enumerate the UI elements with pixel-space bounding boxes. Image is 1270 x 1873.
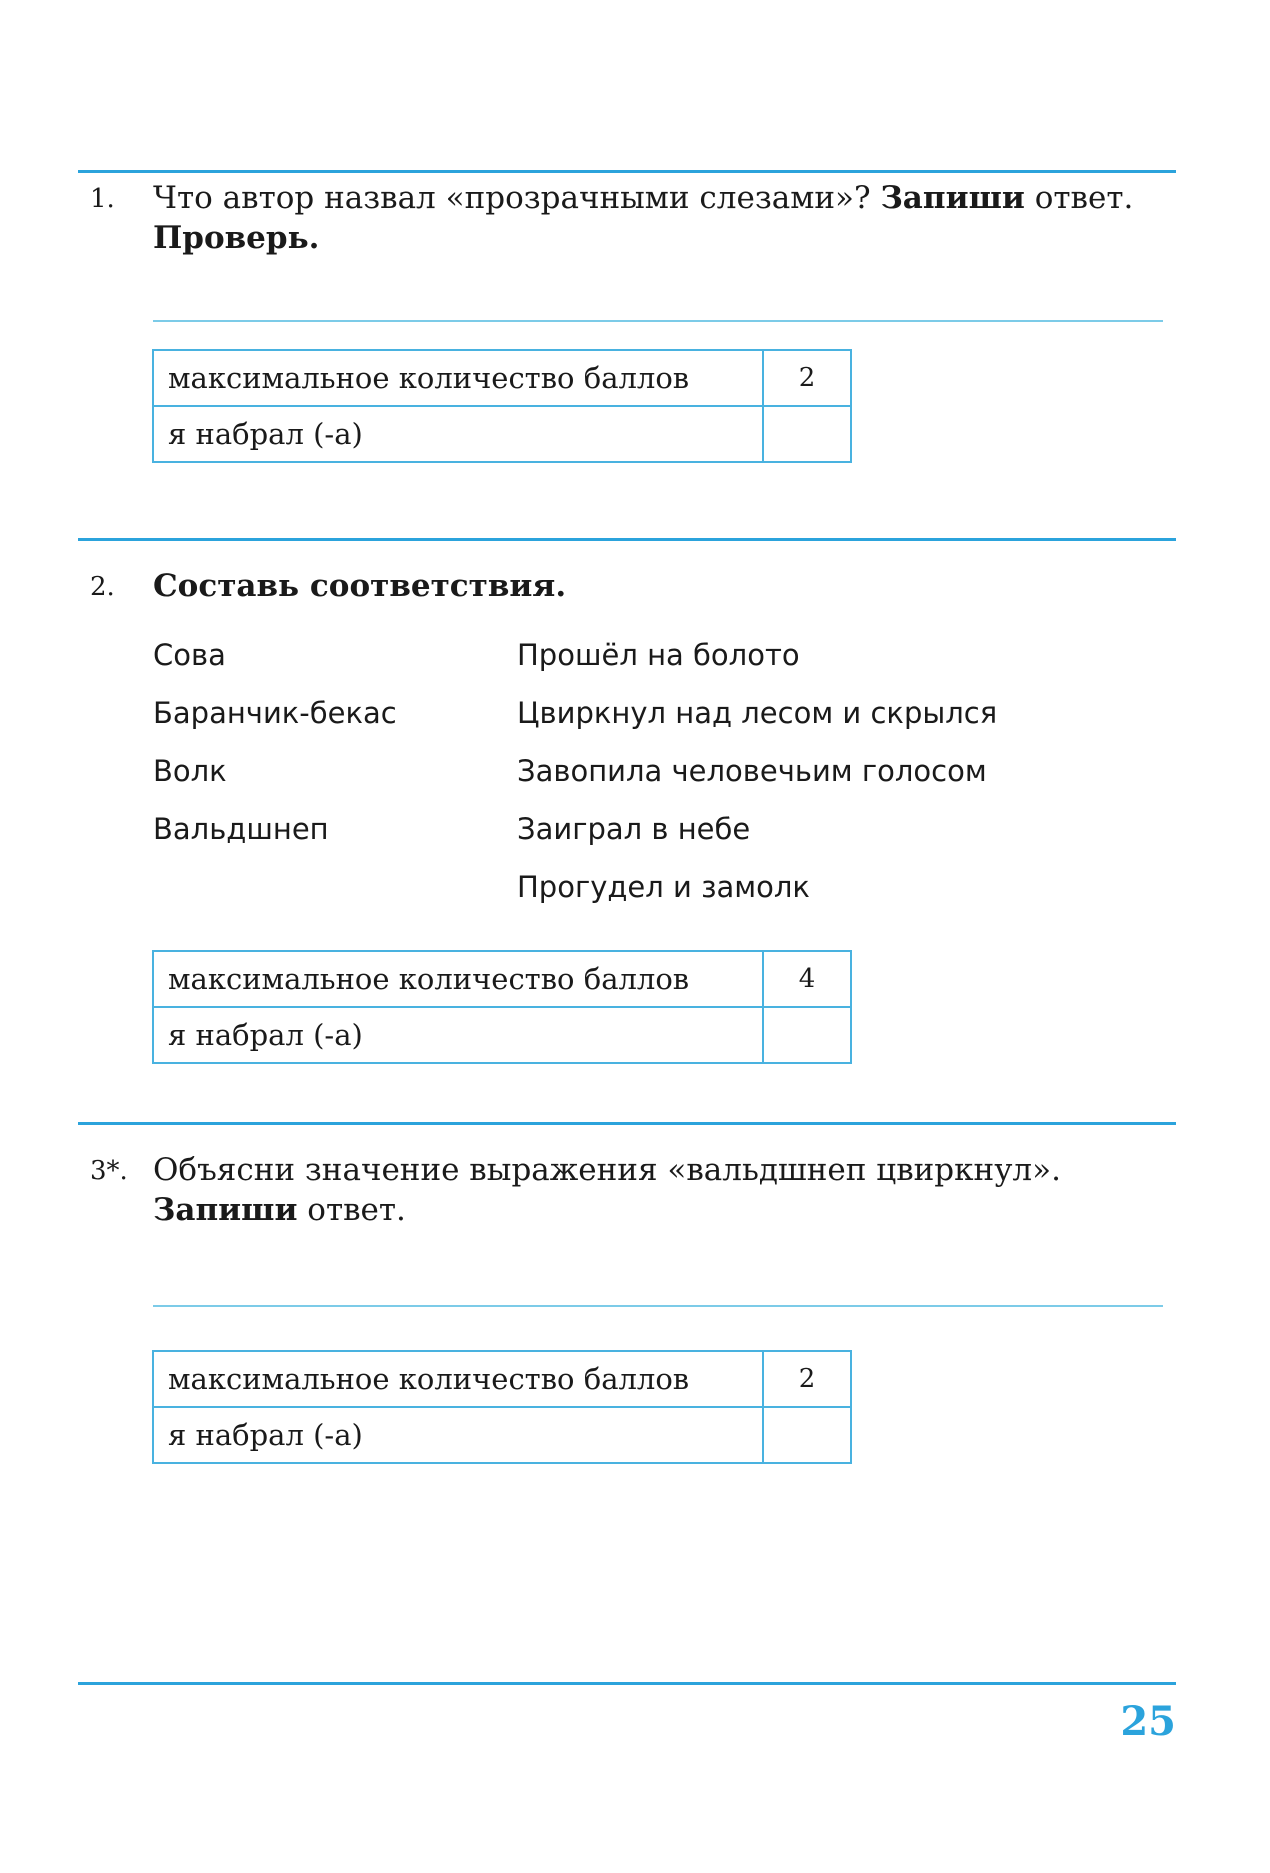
task-1-number: 1.: [90, 184, 115, 214]
task-3-question: [153, 1150, 1163, 1230]
task-1-text-a: Что автор назвал «прозрачными слезами»?: [153, 180, 881, 216]
earned-score-field[interactable]: [763, 1007, 851, 1063]
match-right-item[interactable]: Цвиркнул над лесом и скрылся: [517, 696, 998, 730]
task-1-answer-line[interactable]: [153, 320, 1163, 322]
match-left-column: [153, 626, 397, 858]
task-1-top-rule: [78, 170, 1176, 173]
page-number: 25: [1120, 1698, 1176, 1745]
max-score-value: 2: [763, 1351, 851, 1407]
task-3-score-table: [152, 1350, 852, 1464]
earned-score-label: я набрал (-а): [153, 1007, 763, 1063]
task-1-text-d: Проверь.: [153, 220, 320, 256]
earned-score-field[interactable]: [763, 406, 851, 462]
task-2-title-text: Составь соответствия.: [153, 568, 567, 604]
match-left-item[interactable]: Баранчик-бекас: [153, 696, 397, 730]
max-score-value: 4: [763, 951, 851, 1007]
max-score-label: максимальное количество баллов: [153, 350, 763, 406]
task-3-answer-line[interactable]: [153, 1305, 1163, 1307]
match-right-item[interactable]: Завопила человечьим голосом: [517, 754, 987, 788]
max-score-label: максимальное количество баллов: [153, 1351, 763, 1407]
task-3-number: 3*.: [90, 1156, 128, 1186]
match-right-item[interactable]: Прошёл на болото: [517, 638, 800, 672]
earned-score-label: я набрал (-а): [153, 406, 763, 462]
task-2-number: 2.: [90, 572, 115, 602]
match-left-item[interactable]: Вальдшнеп: [153, 812, 329, 846]
task-1-text-b: Запиши: [880, 180, 1025, 216]
match-right-item[interactable]: Заиграл в небе: [517, 812, 751, 846]
task-2-top-rule: [78, 538, 1176, 541]
task-1-question: [153, 178, 1163, 258]
task-2-score-table: [152, 950, 852, 1064]
task-2-title: [153, 566, 1163, 606]
task-1-text-c: ответ.: [1024, 180, 1134, 216]
match-left-item[interactable]: Сова: [153, 638, 226, 672]
match-right-column: [517, 626, 997, 916]
earned-score-label: я набрал (-а): [153, 1407, 763, 1463]
match-left-item[interactable]: Волк: [153, 754, 227, 788]
footer-rule: [78, 1682, 1176, 1685]
earned-score-field[interactable]: [763, 1407, 851, 1463]
match-right-item[interactable]: Прогудел и замолк: [517, 870, 810, 904]
max-score-label: максимальное количество баллов: [153, 951, 763, 1007]
task-3-text-a: Объясни значение выражения «вальдшнеп цвиркнул».: [153, 1152, 1061, 1188]
max-score-value: 2: [763, 350, 851, 406]
task-1-score-table: [152, 349, 852, 463]
task-3-text-b: Запиши: [153, 1192, 298, 1228]
task-3-text-c: ответ.: [297, 1192, 406, 1228]
task-3-top-rule: [78, 1122, 1176, 1125]
